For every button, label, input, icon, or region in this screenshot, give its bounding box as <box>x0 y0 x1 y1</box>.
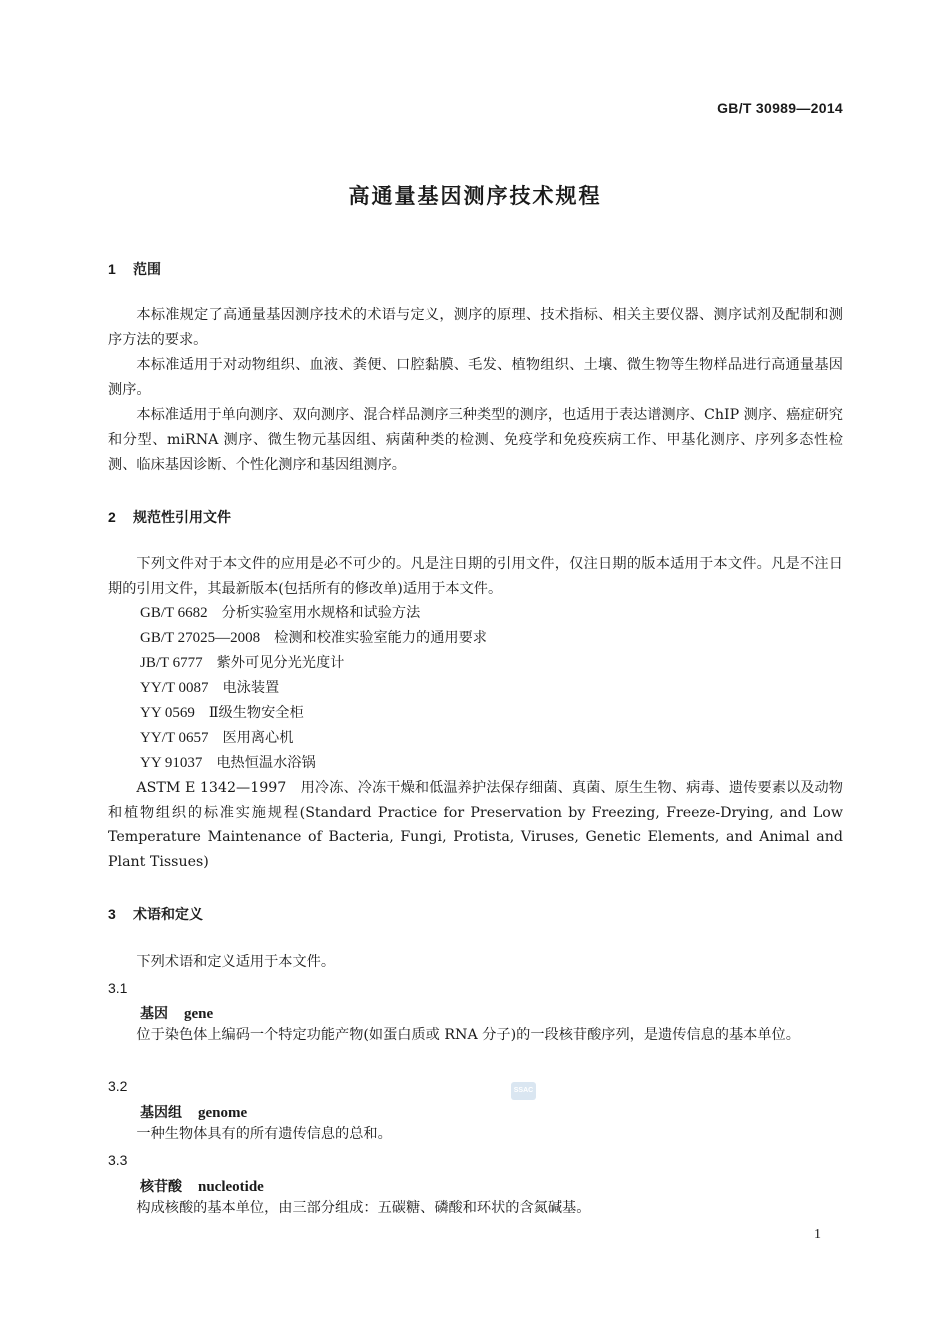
reference-code: GB/T 6682 <box>140 605 208 621</box>
reference-code: YY/T 0657 <box>140 730 209 746</box>
section-number: 3 <box>108 906 116 922</box>
term-heading <box>140 1102 247 1122</box>
term-en: nucleotide <box>198 1179 264 1195</box>
reference-code: GB/T 27025—2008 <box>140 630 261 646</box>
reference-code: YY 91037 <box>140 755 203 771</box>
section-title: 规范性引用文件 <box>133 510 231 526</box>
document-title: 高通量基因测序技术规程 <box>348 184 602 208</box>
terms-intro: 下列术语和定义适用于本文件。 <box>136 954 336 970</box>
reference-item <box>140 626 487 651</box>
reference-name: Ⅱ级生物安全柜 <box>208 705 304 721</box>
reference-item <box>140 601 420 626</box>
term-en: gene <box>184 1006 214 1022</box>
scope-paragraph-1: 本标准规定了高通量基因测序技术的术语与定义，测序的原理、技术指标、相关主要仪器、测序试剂及配制和测序方法的要求。 <box>108 307 843 348</box>
standard-number: GB/T 30989—2014 <box>717 100 843 116</box>
reference-item <box>140 651 344 676</box>
term-definition: 构成核酸的基本单位，由三部分组成：五碳糖、磷酸和环状的含氮碱基。 <box>136 1200 591 1216</box>
term-number: 3.1 <box>108 980 128 996</box>
scope-paragraph-3: 本标准适用于单向测序、双向测序、混合样品测序三种类型的测序，也适用于表达谱测序、ChIP 测序、癌症研究和分型、miRNA 测序、微生物元基因组、病菌种类的检测、免疫学和免疫疾病工作、甲基化测序、序列多态性检测、临床基因诊断、个性化测序和基因组测序。 <box>108 407 843 473</box>
term-heading <box>140 1176 264 1196</box>
section-title: 范围 <box>133 262 161 278</box>
section-2-heading <box>108 507 231 527</box>
term-number: 3.3 <box>108 1152 128 1168</box>
section-number: 2 <box>108 509 116 525</box>
term-definition: 位于染色体上编码一个特定功能产物(如蛋白质或 RNA 分子)的一段核苷酸序列，是遗传信息的基本单位。 <box>136 1027 800 1043</box>
term-definition: 一种生物体具有的所有遗传信息的总和。 <box>136 1126 392 1142</box>
term-zh: 基因组 <box>140 1105 182 1121</box>
section-1-heading <box>108 259 161 279</box>
section-title: 术语和定义 <box>133 907 203 923</box>
reference-code: YY/T 0087 <box>140 680 209 696</box>
reference-item <box>140 726 293 751</box>
astm-reference: ASTM E 1342—1997 用冷冻、冷冻干燥和低温养护法保存细菌、真菌、原生生物、病毒、遗传要素以及动物和植物组织的标准实施规程(Standard Practice for Preservation by Freezing, Freeze-Drying, and Low Temperature Maintenance of Bacteria, Fungi, Protista, Viruses, Genetic Elements, and Animal and Plant Tissues) <box>108 780 843 870</box>
reference-name: 医用离心机 <box>222 730 294 746</box>
reference-code: JB/T 6777 <box>140 655 203 671</box>
reference-item <box>140 751 316 776</box>
term-number: 3.2 <box>108 1078 128 1094</box>
term-heading <box>140 1003 213 1023</box>
reference-name: 检测和校准实验室能力的通用要求 <box>274 630 487 646</box>
reference-name: 电泳装置 <box>222 680 280 696</box>
scope-paragraph-2: 本标准适用于对动物组织、血液、粪便、口腔黏膜、毛发、植物组织、土壤、微生物等生物样品进行高通量基因测序。 <box>108 357 843 398</box>
section-number: 1 <box>108 261 116 277</box>
reference-item <box>140 701 304 726</box>
term-en: genome <box>198 1105 248 1121</box>
reference-name: 紫外可见分光光度计 <box>216 655 345 671</box>
reference-name: 电热恒温水浴锅 <box>216 755 316 771</box>
reference-code: YY 0569 <box>140 705 195 721</box>
term-zh: 核苷酸 <box>140 1179 182 1195</box>
term-zh: 基因 <box>140 1006 168 1022</box>
references-intro: 下列文件对于本文件的应用是必不可少的。凡是注日期的引用文件，仅注日期的版本适用于本文件。凡是不注日期的引用文件，其最新版本(包括所有的修改单)适用于本文件。 <box>108 556 843 597</box>
page-number: 1 <box>814 1227 821 1242</box>
section-3-heading <box>108 904 203 924</box>
reference-item <box>140 676 279 701</box>
reference-name: 分析实验室用水规格和试验方法 <box>221 605 421 621</box>
watermark-logo: SSAC <box>511 1082 536 1100</box>
